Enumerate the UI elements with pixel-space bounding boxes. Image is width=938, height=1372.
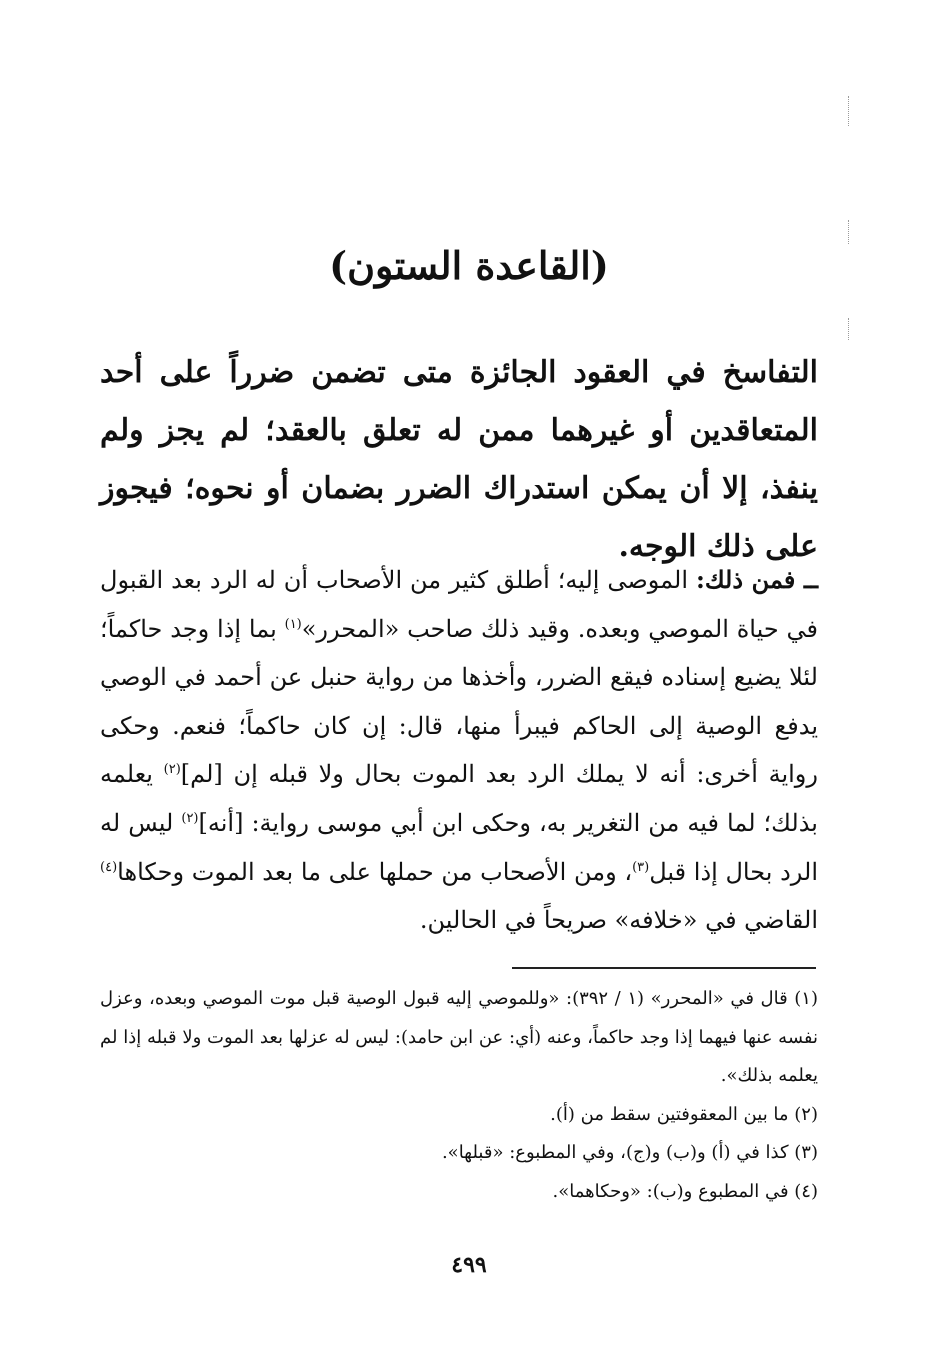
paragraph-text: يعلمه بذلك؛ لما فيه من التغرير به، وحكى ابن أبي موسى رواية: [أنه] xyxy=(100,760,818,837)
paragraph-text: بما إذا وجد حاكماً؛ لئلا يضيع إسناده فيقع الضرر، وأخذها من رواية حنبل عن أحمد في الوصي يدفع الوصية إلى الحاكم فيبرأ منها، قال: إن كان حاكماً؛ فنعم. وحكى رواية أخرى: أنه لا يملك الرد بعد الموت بحال ولا قبله إن [لم] xyxy=(100,614,818,789)
paragraph-text: ليس له الرد بحال إذا قبل xyxy=(100,808,818,886)
footnote-ref[interactable]: (٢) xyxy=(163,762,181,778)
footnote-ref[interactable]: (٣) xyxy=(632,859,650,875)
chapter-title: (القاعدة الستون) xyxy=(329,243,609,288)
footnotes xyxy=(100,980,818,1211)
rule-statement: التفاسخ في العقود الجائزة متى تضمن ضرراً على أحد المتعاقدين أو غيرهما ممن له تعلق بالعقد؛ لم يجز ولم ينفذ، إلا أن يمكن استدراك الضرر بضمان أو نحوه؛ فيجوز على ذلك الوجه. xyxy=(100,355,818,564)
footnote-3: (٣) كذا في (أ) و(ب) و(ج)، وفي المطبوع: «قبلها». xyxy=(441,1142,818,1163)
paragraph-text: ، ومن الأصحاب من حملها على ما بعد الموت وحكاها xyxy=(117,857,633,886)
paragraph-text: الموصى إليه؛ أطلق كثير من الأصحاب أن له الرد بعد القبول في حياة الموصي وبعده. وقيد ذلك صاحب «المحرر» xyxy=(100,566,818,643)
footnote-2: (٢) ما بين المعقوفتين سقط من (أ). xyxy=(550,1103,818,1125)
margin-mark xyxy=(848,96,849,126)
footnote-divider xyxy=(512,967,816,969)
margin-mark xyxy=(848,318,849,340)
paragraph-text: القاضي في «خلافه» صريحاً في الحالين. xyxy=(419,906,818,935)
footnote-4: (٤) في المطبوع و(ب): «وحكاهما». xyxy=(552,1180,818,1202)
page-number: ٤٩٩ xyxy=(451,1252,487,1278)
footnote-1: (١) قال في «المحرر» (١ / ٣٩٢): «وللموصي إليه قبول الوصية قبل موت الموصي وبعده، وعزل نفسه عنها فيهما إذا وجد حاكماً، وعنه (أي: عن ابن حامد): ليس له عزلها بعد الموت ولا قبله إذا لم يعلمه بذلك». xyxy=(100,988,818,1086)
footnote-ref[interactable]: (٢) xyxy=(181,810,199,826)
footnote-ref[interactable]: (١) xyxy=(284,616,302,632)
main-paragraph xyxy=(100,556,818,945)
footnote-ref[interactable]: (٤) xyxy=(100,859,118,875)
paragraph-lead: ــ فمن ذلك: xyxy=(695,565,818,594)
